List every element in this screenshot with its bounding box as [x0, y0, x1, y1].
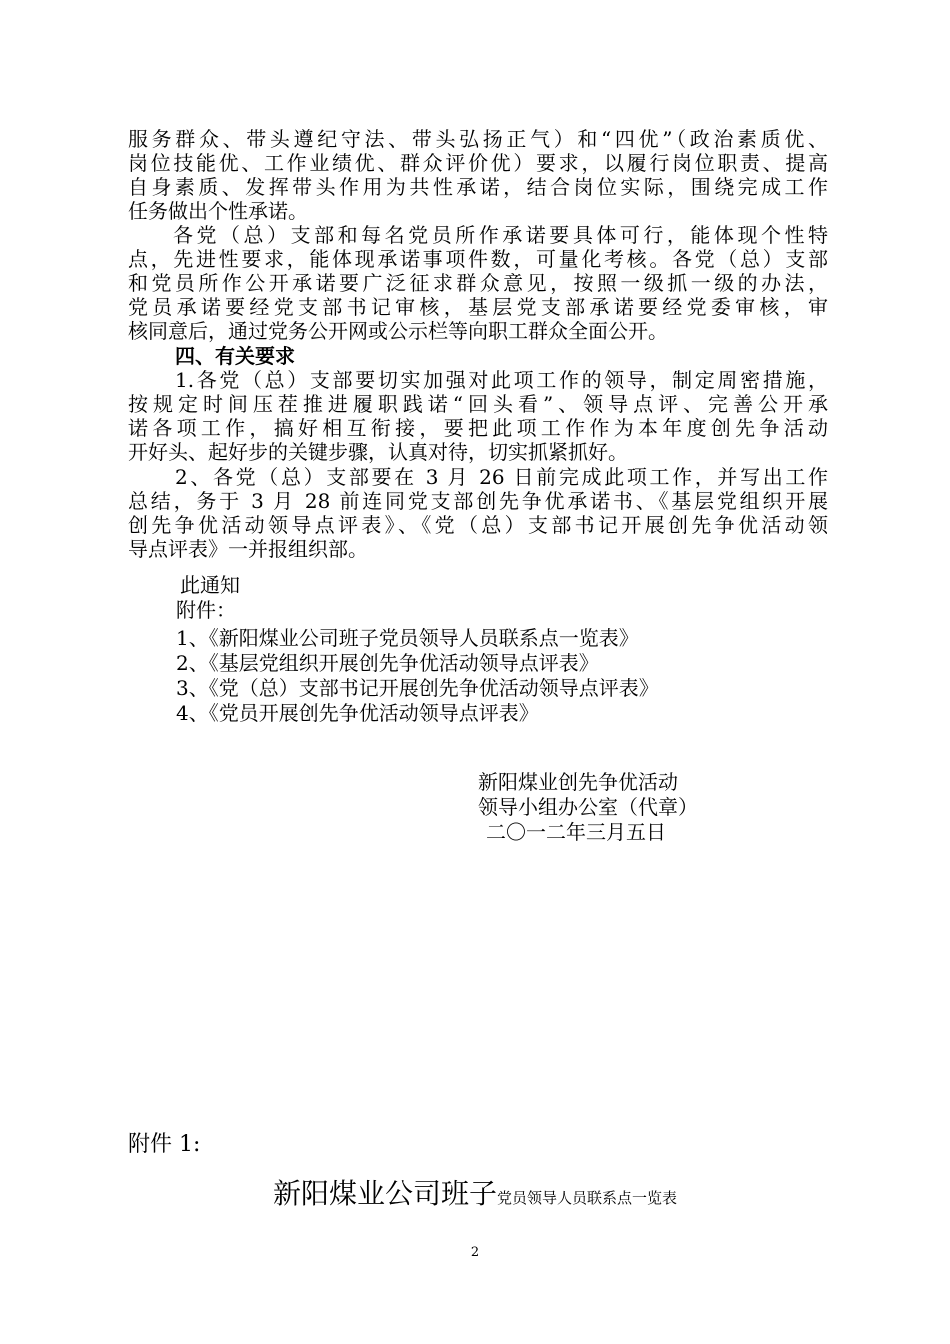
- text-line: 各党（总）支部和每名党员所作承诺要具体可行，能体现个性特: [173, 223, 828, 247]
- section-heading: 四、有关要求: [175, 344, 295, 368]
- attachment-item: 4、《党员开展创先争优活动领导点评表》: [176, 701, 539, 725]
- attachments-label: 附件：: [176, 598, 236, 622]
- text-line: 自身素质、发挥带头作用为共性承诺，结合岗位实际，围绕完成工作: [128, 175, 828, 199]
- attachment-item: 3、《党（总）支部书记开展创先争优活动领导点评表》: [176, 676, 659, 700]
- signature-office: 领导小组办公室（代章）: [478, 795, 698, 819]
- attachment-item: 2、《基层党组织开展创先争优活动领导点评表》: [176, 651, 599, 675]
- text-line: 任务做出个性承诺。: [128, 199, 308, 223]
- text-line: 1.各党（总）支部要切实加强对此项工作的领导，制定周密措施，: [175, 368, 828, 392]
- attachment-1-label: 附件 1:: [128, 1132, 201, 1157]
- notice-closing: 此通知: [180, 573, 240, 597]
- text-line: 点，先进性要求，能体现承诺事项件数，可量化考核。各党（总）支部: [128, 247, 828, 271]
- title-main: 新阳煤业公司班子: [272, 1177, 497, 1210]
- text-line: 2、各党（总）支部要在 3 月 26 日前完成此项工作，并写出工作: [175, 465, 828, 489]
- signature-org: 新阳煤业创先争优活动: [478, 770, 678, 794]
- page-number: 2: [470, 1245, 480, 1260]
- text-line: 按规定时间压茬推进履职践诺“回头看”、领导点评、完善公开承: [128, 392, 828, 416]
- text-line: 核同意后，通过党务公开网或公示栏等向职工群众全面公开。: [128, 319, 668, 343]
- text-line: 导点评表》一并报组织部。: [128, 537, 368, 561]
- text-line: 和党员所作公开承诺要广泛征求群众意见，按照一级抓一级的办法，: [128, 271, 828, 295]
- text-line: 总结，务于 3 月 28 前连同党支部创先争优承诺书、《基层党组织开展: [128, 489, 828, 513]
- text-line: 开好头、起好步的关键步骤，认真对待，切实抓紧抓好。: [128, 440, 628, 464]
- title-sub: 党员领导人员联系点一览表: [497, 1189, 678, 1207]
- signature-date: 二〇一二年三月五日: [486, 820, 666, 844]
- text-line: 诺各项工作，搞好相互衔接，要把此项工作作为本年度创先争活动: [128, 416, 828, 440]
- text-line: 服务群众、带头遵纪守法、带头弘扬正气）和“四优”（政治素质优、: [128, 127, 828, 151]
- text-line: 岗位技能优、工作业绩优、群众评价优）要求，以履行岗位职责、提高: [128, 151, 828, 175]
- text-line: 党员承诺要经党支部书记审核，基层党支部承诺要经党委审核，审: [128, 295, 828, 319]
- text-line: 创先争优活动领导点评表》、《党（总）支部书记开展创先争优活动领: [128, 513, 828, 537]
- attachment-item: 1、《新阳煤业公司班子党员领导人员联系点一览表》: [176, 626, 639, 650]
- attachment-1-title: [0, 1176, 950, 1216]
